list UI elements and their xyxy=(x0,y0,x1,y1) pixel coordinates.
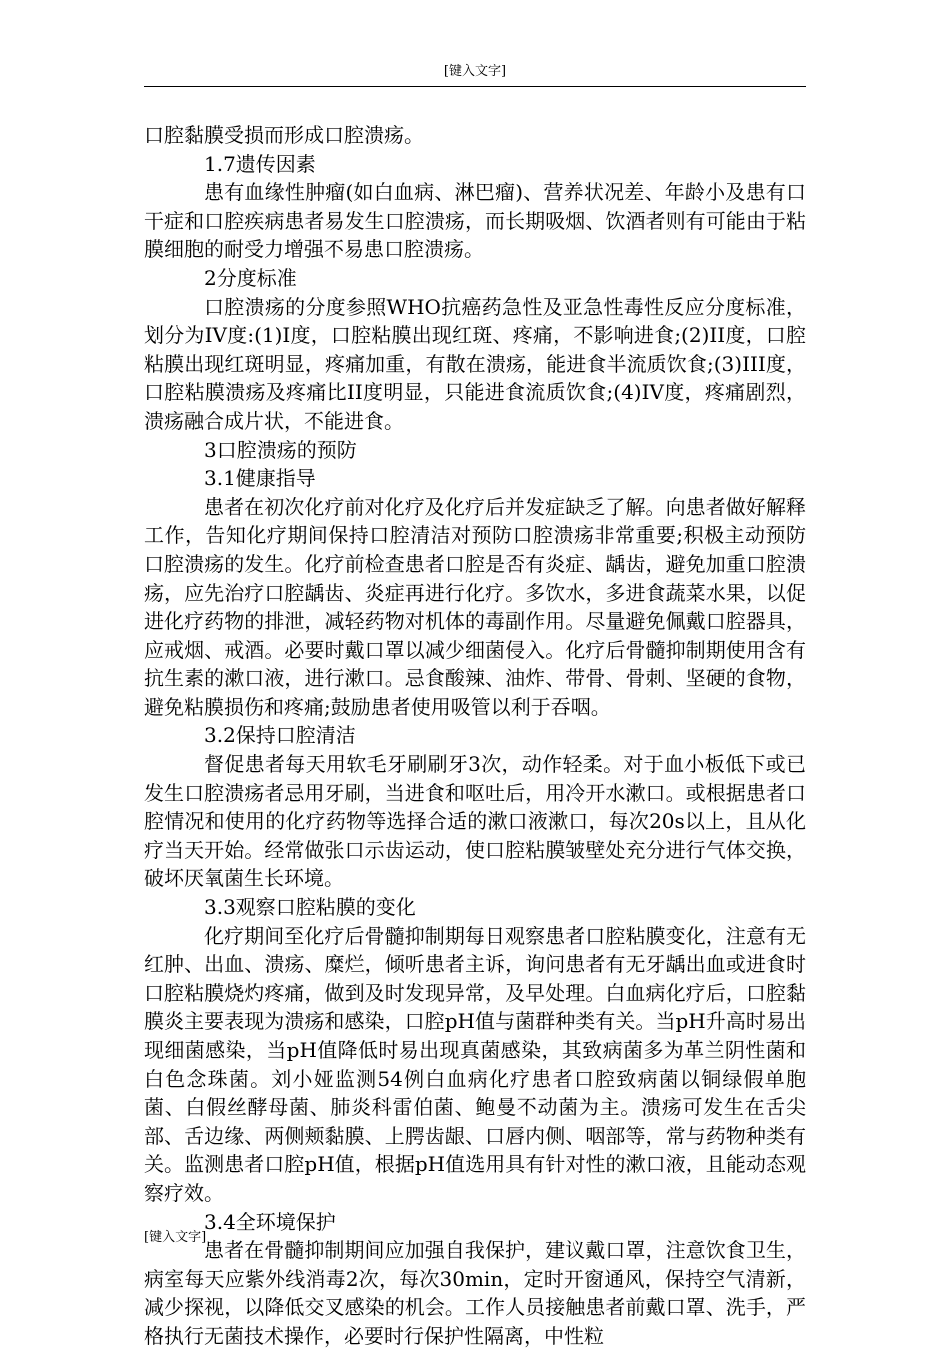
paragraph-oral-cleaning: 督促患者每天用软毛牙刷刷牙3次，动作轻柔。对于血小板低下或已发生口腔溃疡者忌用牙刷，当进食和呕吐后，用冷开水漱口。或根据患者口腔情况和使用的化疗药物等选择合适的漱口液漱口，每次20s以上，且从化疗当天开始。经常做张口示齿运动，使口腔粘膜皱壁处充分进行气体交换，破坏厌氧菌生长环境。 xyxy=(144,752,806,891)
paragraph-genetic-factors: 患有血缘性肿瘤(如白血病、淋巴瘤)、营养状况差、年龄小及患有口干症和口腔疾病患者易发生口腔溃疡，而长期吸烟、饮酒者则有可能由于粘膜细胞的耐受力增强不易患口腔溃疡。 xyxy=(144,180,806,262)
paragraph-continuation: 口腔黏膜受损而形成口腔溃疡。 xyxy=(144,123,424,147)
section-heading-3: 3口腔溃疡的预防 xyxy=(204,437,357,462)
paragraph-health-guidance: 患者在初次化疗前对化疗及化疗后并发症缺乏了解。向患者做好解释工作，告知化疗期间保持口腔清洁对预防口腔溃疡非常重要;积极主动预防口腔溃疡的发生。化疗前检查患者口腔是否有炎症、龋齿，避免加重口腔溃疡，应先治疗口腔龋齿、炎症再进行化疗。多饮水，多进食蔬菜水果，以促进化疗药物的排泄，减轻药物对机体的毒副作用。尽量避免佩戴口腔器具，应戒烟、戒酒。必要时戴口罩以减少细菌侵入。化疗后骨髓抑制期使用含有抗生素的漱口液，进行漱口。忌食酸辣、油炸、带骨、骨刺、坚硬的食物，避免粘膜损伤和疼痛;鼓励患者使用吸管以利于吞咽。 xyxy=(144,494,806,719)
section-heading-3-3: 3.3观察口腔粘膜的变化 xyxy=(204,895,416,920)
section-heading-3-4: 3.4全环境保护 xyxy=(204,1209,336,1234)
section-heading-3-2: 3.2保持口腔清洁 xyxy=(204,723,356,748)
paragraph-mucosa-observation: 化疗期间至化疗后骨髓抑制期每日观察患者口腔粘膜变化，注意有无红肿、出血、溃疡、糜烂，倾听患者主诉，询问患者有无牙龋出血或进食时口腔粘膜烧灼疼痛，做到及时发现异常，及早处理。白血病化疗后，口腔黏膜炎主要表现为溃疡和感染，口腔pH值与菌群种类有关。当pH升高时易出现细菌感染，当pH值降低时易出现真菌感染，其致病菌多为革兰阴性菌和白色念珠菌。刘小娅监测54例白血病化疗患者口腔致病菌以铜绿假单胞菌、白假丝酵母菌、肺炎科雷伯菌、鲍曼不动菌为主。溃疡可发生在舌尖部、舌边缘、两侧颊黏膜、上腭齿龈、口唇内侧、咽部等，常与药物种类有关。监测患者口腔pH值，根据pH值选用具有针对性的漱口液，且能动态观察疗效。 xyxy=(144,923,806,1205)
header-divider xyxy=(144,86,806,87)
section-heading-2: 2分度标准 xyxy=(204,265,297,290)
page-header: [键入文字] xyxy=(443,64,507,79)
paragraph-environment-protection: 患者在骨髓抑制期间应加强自我保护，建议戴口罩，注意饮食卫生，病室每天应紫外线消毒2次，每次30min，定时开窗通风，保持空气清新，减少探视，以降低交叉感染的机会。工作人员接触患者前戴口罩、洗手，严格执行无菌技术操作，必要时行保护性隔离，中性粒 xyxy=(144,1238,806,1348)
page-footer: [键入文字] xyxy=(144,1230,207,1245)
paragraph-grading-standard: 口腔溃疡的分度参照WHO抗癌药急性及亚急性毒性反应分度标准，划分为IV度:(1)I度，口腔粘膜出现红斑、疼痛，不影响进食;(2)II度，口腔粘膜出现红斑明显，疼痛加重，有散在溃疡，能进食半流质饮食;(3)III度，口腔粘膜溃疡及疼痛比II度明显，只能进食流质饮食;(4)IV度，疼痛剧烈，溃疡融合成片状，不能进食。 xyxy=(144,294,806,433)
section-heading-1-7: 1.7遗传因素 xyxy=(204,151,316,176)
document-body xyxy=(144,121,806,1351)
section-heading-3-1: 3.1健康指导 xyxy=(204,466,316,491)
